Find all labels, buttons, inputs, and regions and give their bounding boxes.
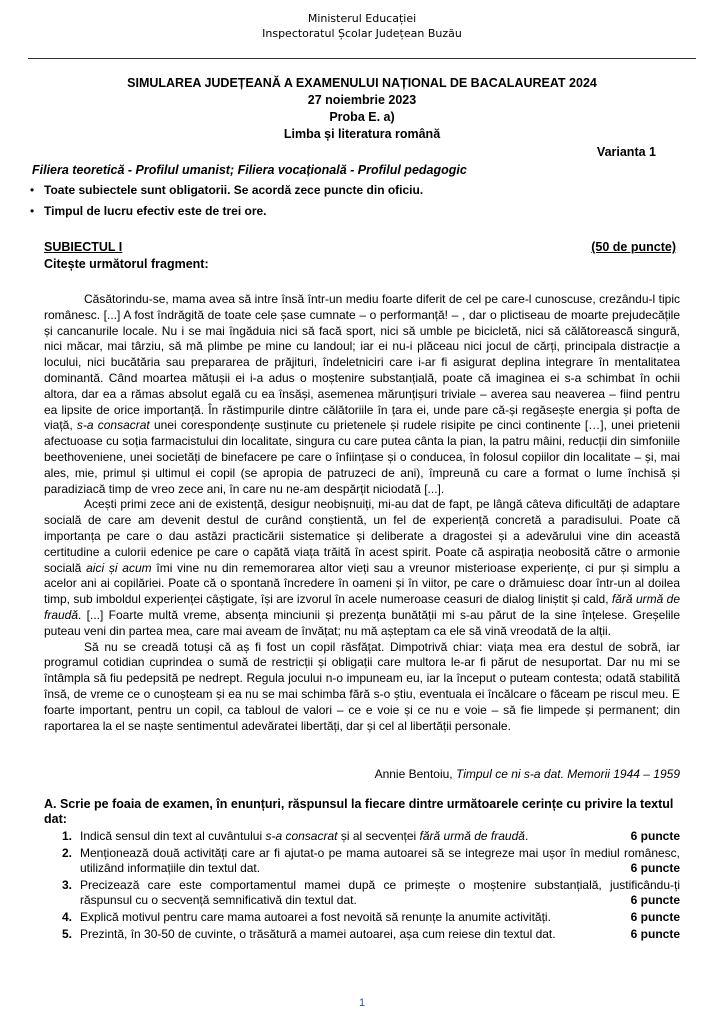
header-divider [28, 58, 696, 59]
question-list [44, 829, 680, 944]
bullet-dot: • [30, 183, 35, 197]
rule-text: Toate subiectele sunt obligatorii. Se acordă zece puncte din oficiu. [44, 183, 424, 197]
question-text: Prezintă, în 30-50 de cuvinte, o trăsătură a mamei autoarei, așa cum reiese din textul dat. 6 puncte [80, 927, 680, 941]
part-a-heading: A. Scrie pe foaia de examen, în enunțuri, răspunsul la fiecare dintre următoarele cerințe cu privire la textul dat: [44, 797, 674, 826]
attribution [375, 767, 680, 781]
header-ministry: Ministerul Educației [307, 12, 417, 25]
rule-bullet [30, 204, 267, 218]
question-item [44, 829, 680, 844]
section-instruction: Citește următorul fragment: [44, 257, 209, 271]
text-run-italic: fără urmă de fraudă [44, 592, 680, 622]
text-run: . [...] Foarte multă vreme, absența minciunii și prezența bunătății mi s-au părut de la sine înțelese. Greșelile puteau veni din partea mea, care mai aveam de învățat; nu mă așteptam ca ele să vină vreodată de la alții. [44, 607, 680, 638]
text-run: Acești primi zece ani de existență, desigur neobișnuiți, mi-au dat de fapt, pe lângă câteva dificultăți de adaptare socială de care am devenit destul de curând conștientă, un fel de experiență concretă a paradisului. Poate că importanța pe care o dau astăzi practicării sistematice și deliberate a dragostei și a adevărului vine din această certitudine a culorii edenice pe care o capătă viața trăită în acest spirit. Poate că aspirația neobosită către o armonie socială [44, 497, 680, 575]
text-run: Căsătorindu-se, mama avea să intre însă într-un mediu foarte diferit de cel pe care-l cunoscuse, crezându-l tipic românesc. [...] A fost îndrăgită de toate cele șase cumnate – o performanță! – , dar o plictiseau de moarte prejudecățile și cancanurile locale. Nu i se mai îngăduia nici să facă sport, nici să umble pe bicicletă, nici să călătorească singură, nici măcar, mai târziu, să mă plimbe pe mine cu landoul; iar ei nu-i plăceau nici jocul de cărți, principala distracție a locului, nici bucătăria sau prepararea de prăjituri, îndeletniciri care i-ar fi asigurat deplina integrare în mentalitatea dominantă. Când moartea mătușii ei i-a adus o moștenire substanțială, poate că imaginea ei s-a schimbat în ochii altora, dar ea a rămas absolut egală cu ea însăși, asemenea mărunțișuri triviale – averea sau neaverea – fiind pentru ea lipsite de orice importanță. În răstimpurile dintre călătoriile în țara ei, unde pare că-și regăsește energia și pofta de viață, [44, 292, 680, 433]
question-points: 6 puncte [630, 893, 680, 907]
filiera-line: Filiera teoretică - Profilul umanist; Filiera vocațională - Profilul pedagogic [32, 163, 467, 177]
text-run-italic: s-a consacrat [76, 418, 150, 433]
question-number: 3. [62, 878, 73, 892]
exam-subject: Limba și literatura română [283, 127, 441, 141]
question-points: 6 puncte [630, 927, 680, 941]
paragraph [44, 292, 680, 497]
paragraph [44, 497, 680, 639]
fragment-text [44, 292, 680, 734]
section-points: (50 de puncte) [591, 240, 676, 254]
attribution-author: Annie Bentoiu, [374, 767, 456, 781]
section-heading [44, 240, 676, 254]
question-item [44, 910, 680, 925]
exam-date: 27 noiembrie 2023 [307, 93, 417, 107]
question-item [44, 927, 680, 942]
question-text: Menționează două activități care ar fi ajutat-o pe mama autoarei să se integreze mai ușor în mediul românesc, utilizând informațiile din textul dat. 6 puncte [80, 846, 680, 875]
question-points: 6 puncte [630, 829, 680, 843]
exam-title: SIMULAREA JUDEȚEANĂ A EXAMENULUI NAȚIONAL DE BACALAUREAT 2024 [127, 76, 597, 90]
question-number: 1. [62, 829, 73, 843]
question-number: 5. [62, 927, 73, 941]
page-number: 1 [358, 997, 366, 1009]
rule-text: Timpul de lucru efectiv este de trei ore. [44, 204, 267, 218]
text-run: îmi vine nu din rememorarea altor vieți sau a vreunor misterioase experiențe, ci pur și simplu a acelor ani ai copilăriei. Poate că o spontană încredere în oameni și în viitor, pe care o drămuiesc doar într-un al doilea timp, sub imboldul experienței câștigate, își are izvorul în acele numeroase ceasuri de dialog liniștit și cald, [44, 560, 681, 607]
paragraph: Să nu se creadă totuși că aș fi fost un copil răsfățat. Dimpotrivă chiar: viața mea era destul de sobră, iar programul cotidian cuprindea o sumă de restricții și obligații care multora le-ar fi părut de nesuportat. Dar nu mi se întâmpla să fiu pedepsită pe nedrept. Regula jocului n-o impuneam eu, iar la început o puteam contesta; odată stabilită însă, de vreme ce o cunoșteam și ea nu se mai schimba fără s-o știu, eventuala ei încălcare o făceam pe riscul meu. E foarte important, pentru un copil, ca tabloul de valori – ce e voie și ce nu e voie – să fie limpede și permanent; din raportarea la el se naște sentimentul adevăratei libertăți, dar și cel al libertății personale. [44, 639, 680, 733]
attribution-work: Timpul ce ni s-a dat. Memorii 1944 – 1959 [455, 767, 680, 781]
question-number: 4. [62, 910, 73, 924]
variant-label: Varianta 1 [596, 145, 656, 159]
rule-bullet [30, 183, 424, 197]
section-label: SUBIECTUL I [44, 240, 123, 254]
bullet-dot: • [30, 204, 35, 218]
question-text: Indică sensul din text al cuvântului s-a consacrat și al secvenței fără urmă de fraudă. 6 puncte [80, 829, 680, 843]
text-run-italic: aici și acum [86, 560, 152, 575]
question-points: 6 puncte [630, 861, 680, 875]
text-run: unei corespondențe susținute cu prietenele și rudele risipite pe cinci continente […], unei prietenii afectuoase cu soția farmacistului din localitate, singura cu care putea cânta la pian, la patru mâini, reducții din simfoniile beethoveniene, unei societăți de binefacere pe care o înființase și o conducea, în folosul copiilor din localitate – și, mai ales, mie, primul și ultimul ei copil (se apropia de patruzeci de ani), împreună cu care a format o lume închisă și paradiziacă timp de vreo zece ani, în care nu ne-am despărțit niciodată [...]. [44, 418, 681, 496]
header-inspectorate: Inspectoratul Școlar Județean Buzău [262, 27, 462, 40]
question-item [44, 846, 680, 876]
question-item [44, 878, 680, 908]
question-number: 2. [62, 846, 73, 860]
exam-proba: Proba E. a) [329, 110, 395, 124]
question-points: 6 puncte [630, 910, 680, 924]
question-text: Precizează care este comportamentul mamei după ce primește o moștenire substanțială, justificându-ți răspunsul cu o secvență semnificativă din textul dat. 6 puncte [80, 878, 680, 907]
question-text: Explică motivul pentru care mama autoarei a fost nevoită să renunțe la anumite activități. 6 puncte [80, 910, 680, 924]
